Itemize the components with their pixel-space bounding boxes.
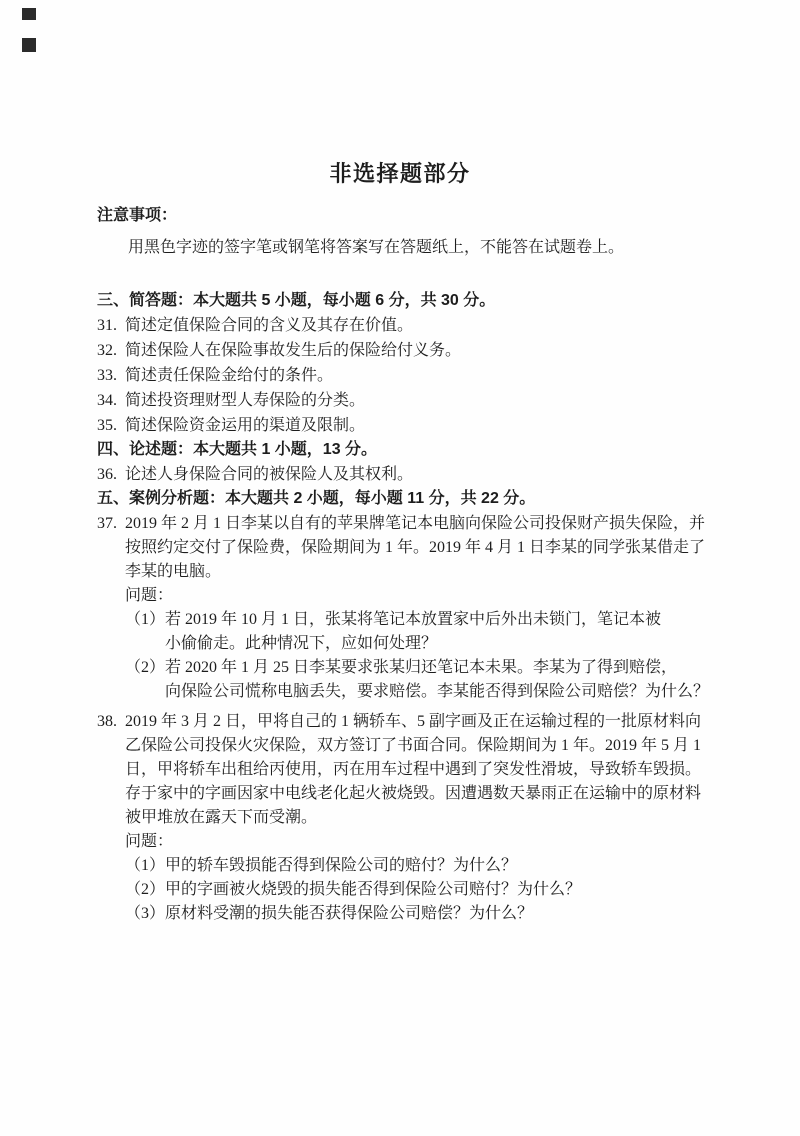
text-line: 乙保险公司投保火灾保险，双方签订了书面合同。保险期间为 1 年。2019 年 5 月 1 (125, 737, 702, 754)
text-line: 按照约定交付了保险费，保险期间为 1 年。2019 年 4 月 1 日李某的同学张某借走了 (125, 539, 706, 556)
question-body (125, 512, 715, 704)
sub-question-number: （1） (125, 857, 166, 874)
text-line: 简述保险人在保险事故发生后的保险给付义务。 (125, 342, 462, 359)
question-number: 33. (97, 367, 117, 384)
question-body (125, 314, 715, 338)
question-body (125, 414, 715, 438)
text-line: 小偷偷走。此种情况下，应如何处理？ (165, 635, 438, 652)
sub-question-body (165, 608, 715, 656)
questions-label: 问题： (125, 833, 174, 850)
question-body (125, 710, 715, 926)
text-line: 论述人身保险合同的被保险人及其权利。 (125, 466, 414, 483)
sub-question-body (165, 902, 715, 926)
question-body (125, 389, 715, 413)
text-line: 被甲堆放在露天下而受潮。 (125, 809, 318, 826)
text-line: 存于家中的字画因家中电线老化起火被烧毁。因遭遇数天暴雨正在运输中的原材料 (125, 785, 702, 802)
notice-text: 用黑色字迹的签字笔或钢笔将答案写在答题纸上，不能答在试题卷上。 (128, 239, 625, 256)
notice-heading: 注意事项： (97, 207, 178, 224)
section-heading: 五、案例分析题：本大题共 2 小题，每小题 11 分，共 22 分。 (97, 490, 536, 507)
question-number: 38. (97, 713, 117, 730)
text-line: 简述投资理财型人寿保险的分类。 (125, 392, 366, 409)
sub-question-number: （3） (125, 905, 166, 922)
question-37 (97, 512, 715, 704)
text-line: 简述保险资金运用的渠道及限制。 (125, 417, 366, 434)
text-line: 若 2019 年 10 月 1 日，张某将笔记本放置家中后外出未锁门，笔记本被 (165, 611, 662, 628)
scan-artifact-mark (22, 8, 36, 20)
sub-question-number: （2） (125, 881, 166, 898)
sub-question-body (165, 878, 715, 902)
section-case-analysis (97, 487, 715, 926)
question-number: 36. (97, 466, 117, 483)
sub-question-3 (125, 902, 715, 926)
text-line: 若 2020 年 1 月 25 日李某要求张某归还笔记本未果。李某为了得到赔偿， (165, 659, 678, 676)
question-36 (97, 463, 715, 487)
sections (97, 289, 715, 926)
text-line: 甲的字画被火烧毁的损失能否得到保险公司赔付？为什么？ (165, 881, 582, 898)
question-number: 35. (97, 417, 117, 434)
scan-artifact-mark (22, 38, 36, 52)
text-line: 原材料受潮的损失能否获得保险公司赔偿？为什么？ (165, 905, 534, 922)
sub-question-body (165, 656, 715, 704)
sub-question-body (165, 854, 715, 878)
question-31 (97, 314, 715, 338)
question-35 (97, 414, 715, 438)
question-33 (97, 364, 715, 388)
sub-question-1 (125, 854, 715, 878)
text-line: 简述定值保险合同的含义及其存在价值。 (125, 317, 414, 334)
sub-question-number: （2） (125, 659, 166, 676)
text-line: 日，甲将轿车出租给丙使用，丙在用车过程中遇到了突发性滑坡，导致轿车毁损。 (125, 761, 702, 778)
section-essay (97, 438, 715, 487)
sub-question-1 (125, 608, 715, 656)
question-number: 31. (97, 317, 117, 334)
question-number: 32. (97, 342, 117, 359)
text-line: 李某的电脑。 (125, 563, 222, 580)
page-title: 非选择题部分 (329, 161, 471, 186)
section-heading: 四、论述题：本大题共 1 小题，13 分。 (97, 441, 378, 458)
sub-question-2 (125, 878, 715, 902)
question-38 (97, 710, 715, 926)
section-heading: 三、简答题：本大题共 5 小题，每小题 6 分，共 30 分。 (97, 292, 496, 309)
question-number: 34. (97, 392, 117, 409)
question-body (125, 339, 715, 363)
page-content (97, 204, 715, 926)
question-body (125, 364, 715, 388)
text-line: 简述责任保险金给付的条件。 (125, 367, 334, 384)
section-short-answer (97, 289, 715, 438)
sub-question-2 (125, 656, 715, 704)
questions-label: 问题： (125, 587, 174, 604)
question-34 (97, 389, 715, 413)
text-line: 向保险公司慌称电脑丢失，要求赔偿。李某能否得到保险公司赔偿？为什么？ (165, 683, 710, 700)
question-32 (97, 339, 715, 363)
text-line: 甲的轿车毁损能否得到保险公司的赔付？为什么？ (165, 857, 518, 874)
question-number: 37. (97, 515, 117, 532)
sub-question-number: （1） (125, 611, 166, 628)
text-line: 2019 年 3 月 2 日，甲将自己的 1 辆轿车、5 副字画及正在运输过程的一批原材料向 (125, 713, 702, 730)
text-line: 2019 年 2 月 1 日李某以自有的苹果牌笔记本电脑向保险公司投保财产损失保险，并 (125, 515, 706, 532)
question-body (125, 463, 715, 487)
